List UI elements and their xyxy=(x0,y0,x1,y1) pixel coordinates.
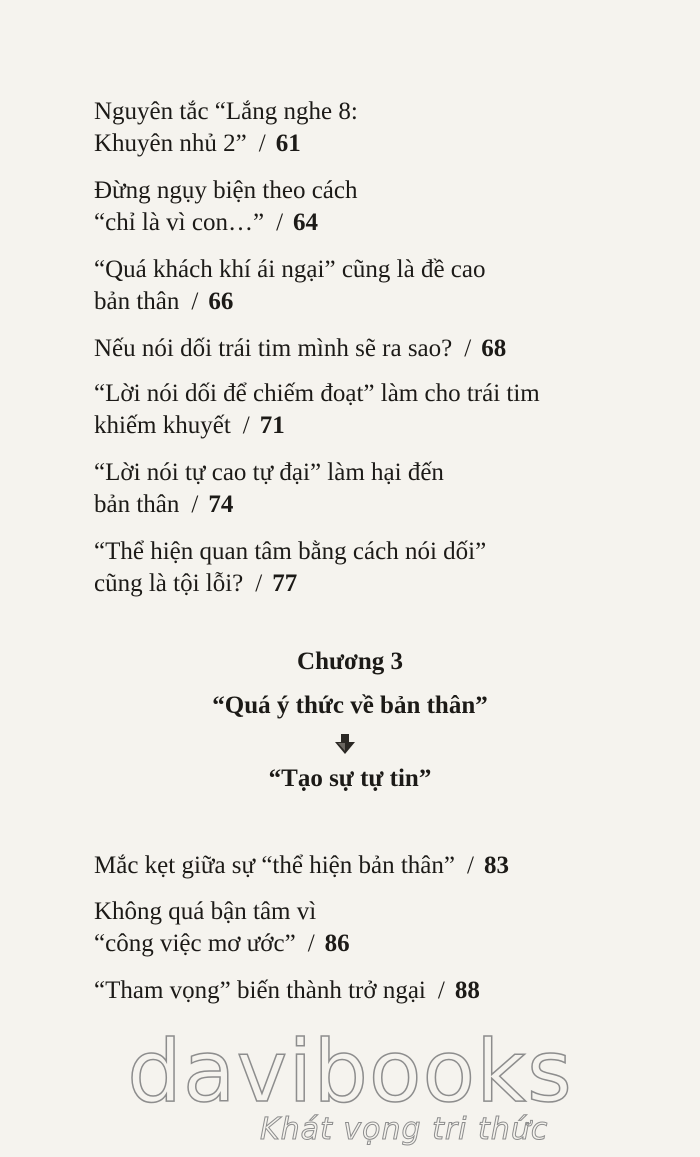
toc-entry-line: Đừng ngụy biện theo cách xyxy=(94,177,358,204)
page-separator: / xyxy=(191,288,199,315)
page-separator: / xyxy=(276,209,284,236)
toc-entry-line: Mắc kẹt giữa sự “thể hiện bản thân” xyxy=(94,852,455,879)
toc-entry-line: “Tham vọng” biến thành trở ngại xyxy=(94,977,426,1004)
page-separator: / xyxy=(258,130,266,157)
watermark-tagline: Khát vọng tri thức xyxy=(260,1112,549,1147)
page-number: 68 xyxy=(481,335,507,362)
toc-entry-line: cũng là tội lỗi? xyxy=(94,570,244,597)
page-number: 64 xyxy=(293,209,319,236)
page-separator: / xyxy=(464,335,472,362)
page-number: 88 xyxy=(454,977,480,1004)
toc-entry-line: “công việc mơ ước” xyxy=(94,930,296,957)
page-separator: / xyxy=(307,930,315,957)
page-separator: / xyxy=(191,491,199,518)
toc-entry-line: Nếu nói dối trái tim mình sẽ ra sao? xyxy=(94,335,453,362)
page-number: 61 xyxy=(275,130,301,157)
page-number: 74 xyxy=(208,491,234,518)
toc-entry-line: bản thân xyxy=(94,491,180,518)
toc-entry[interactable] xyxy=(94,975,614,1007)
toc-entry-line: “Quá khách khí ái ngại” cũng là đề cao xyxy=(94,256,486,283)
toc-entry[interactable] xyxy=(94,96,614,160)
chapter-to-title: “Tạo sự tự tin” xyxy=(268,765,432,792)
toc-entry[interactable] xyxy=(94,254,614,318)
arrow-down-icon xyxy=(334,733,356,755)
toc-entry[interactable] xyxy=(94,457,614,521)
toc-entry[interactable] xyxy=(94,536,614,600)
chapter-from-title: “Quá ý thức về bản thân” xyxy=(212,692,488,719)
toc-entry-line: “Lời nói tự cao tự đại” làm hại đến xyxy=(94,459,444,486)
toc-entry[interactable] xyxy=(94,896,614,960)
toc-entry-line: “Lời nói dối để chiếm đoạt” làm cho trái tim xyxy=(94,380,540,407)
toc-entry-line: bản thân xyxy=(94,288,180,315)
toc-entry[interactable] xyxy=(94,175,614,239)
watermark-logo: davibooks xyxy=(127,1022,573,1122)
page-separator: / xyxy=(437,977,445,1004)
page-separator: / xyxy=(255,570,263,597)
toc-entry-line: “chỉ là vì con…” xyxy=(94,209,265,236)
page-separator: / xyxy=(242,412,250,439)
toc-entry-line: Khuyên nhủ 2” xyxy=(94,130,247,157)
toc-entry-line: Nguyên tắc “Lắng nghe 8: xyxy=(94,98,358,125)
toc-entry-line: “Thể hiện quan tâm bằng cách nói dối” xyxy=(94,538,487,565)
page-number: 86 xyxy=(324,930,350,957)
page-number: 66 xyxy=(208,288,234,315)
toc-entry[interactable] xyxy=(94,378,614,442)
toc-entry[interactable] xyxy=(94,333,614,365)
page-number: 77 xyxy=(272,570,298,597)
toc-entry[interactable] xyxy=(94,850,614,882)
page-number: 83 xyxy=(483,852,509,879)
toc-entry-line: Không quá bận tâm vì xyxy=(94,898,317,925)
page-separator: / xyxy=(467,852,474,879)
chapter-number: Chương 3 xyxy=(297,648,403,675)
page-number: 71 xyxy=(259,412,285,439)
toc-entry-line: khiếm khuyết xyxy=(94,412,231,439)
